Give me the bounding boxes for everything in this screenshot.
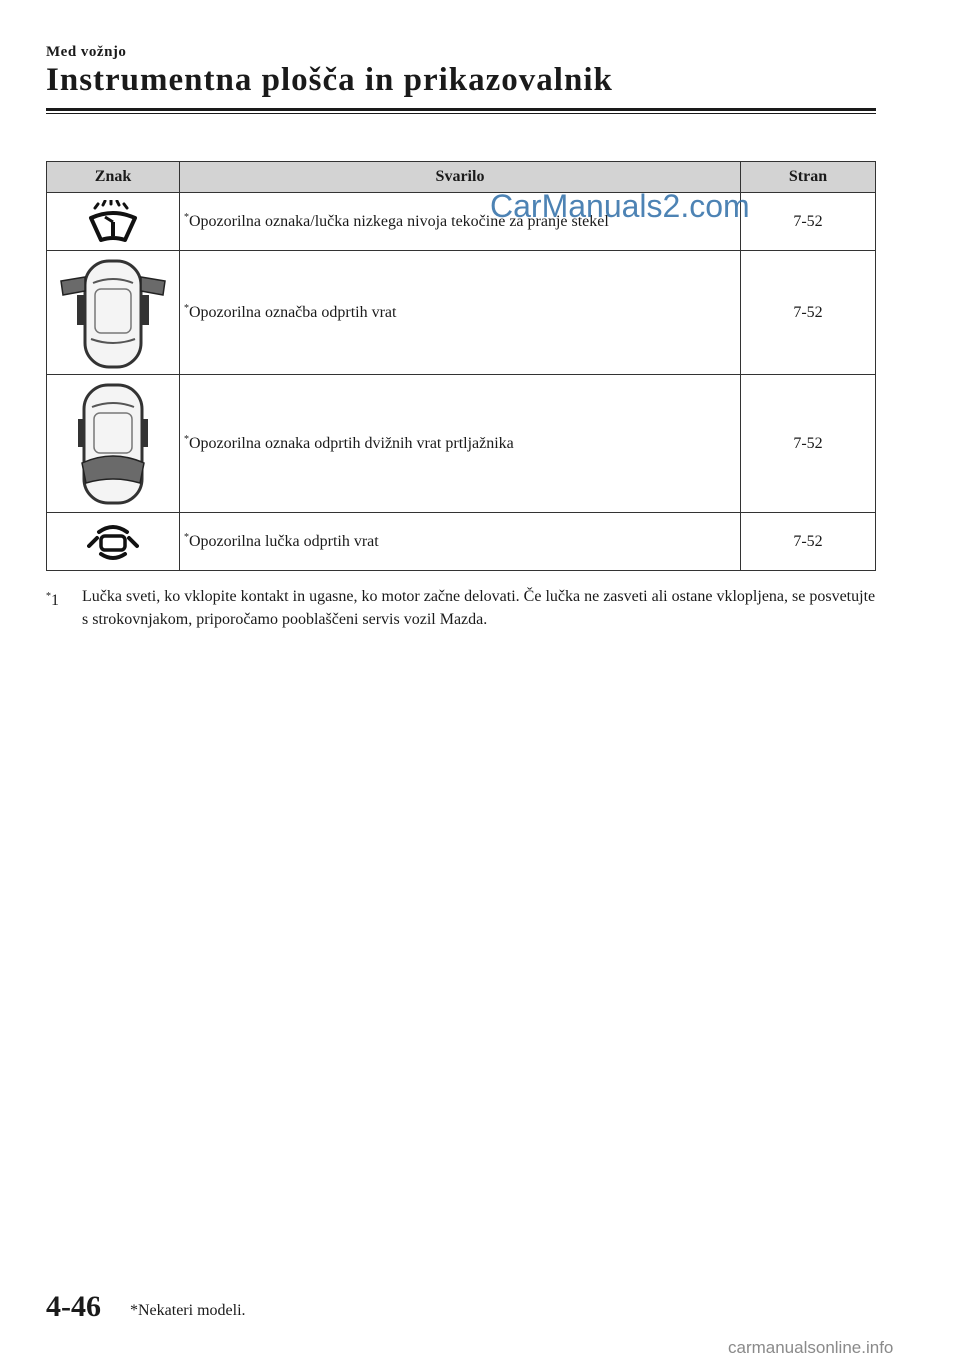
column-header-page: Stran [741, 162, 876, 193]
column-header-warning: Svarilo [180, 162, 741, 193]
page-title: Instrumentna plošča in prikazovalnik [46, 62, 613, 98]
footnote-star: * [184, 303, 189, 314]
table-row [47, 251, 876, 375]
footnote-star: * [184, 212, 189, 223]
page-ref: 7-52 [741, 193, 876, 251]
sign-cell [47, 513, 180, 571]
door-open-car-icon [57, 255, 169, 371]
watermark: CarManuals2.com [490, 188, 750, 224]
title-rule-thin [46, 113, 876, 114]
sign-cell [47, 251, 180, 375]
table-row [47, 513, 876, 571]
footnote-number: 1 [51, 592, 59, 609]
warning-text-cell [180, 375, 741, 513]
warning-text: Opozorilna oznaka/lučka nizkega nivoja tekočine za pranje stekel [189, 213, 609, 230]
page-ref: 7-52 [741, 513, 876, 571]
table-row [47, 375, 876, 513]
warning-signs-table [46, 161, 876, 571]
column-header-sign: Znak [47, 162, 180, 193]
footnote-text: Lučka sveti, ko vklopite kontakt in ugasne, ko motor začne delovati. Če lučka ne zasveti ali ostane vklopljena, se posvetujte s strokovnjakom, priporočamo pooblaščeni servis vozil Mazda. [82, 588, 876, 628]
table-row [47, 193, 876, 251]
warning-text: Opozorilna označba odprtih vrat [189, 304, 397, 321]
page-ref: 7-52 [741, 375, 876, 513]
washer-fluid-low-icon [83, 200, 143, 244]
warning-text-cell [180, 513, 741, 571]
page-ref: 7-52 [741, 251, 876, 375]
warning-text-cell [180, 251, 741, 375]
footnote [46, 585, 876, 631]
warning-text: Opozorilna oznaka odprtih dvižnih vrat prtljažnika [189, 435, 514, 452]
liftgate-open-car-icon [68, 379, 158, 509]
door-open-light-icon [87, 518, 139, 566]
sign-cell [47, 375, 180, 513]
footnote-star: * [184, 532, 189, 543]
warning-text: Opozorilna lučka odprtih vrat [189, 533, 379, 550]
sign-cell [47, 193, 180, 251]
table-header-row [47, 162, 876, 193]
title-rule [46, 108, 876, 111]
site-watermark: carmanualsonline.info [728, 1338, 894, 1357]
footnote-star: * [46, 591, 51, 602]
footnote-star: * [184, 434, 189, 445]
section-label: Med vožnjo [46, 44, 127, 60]
page-number: 4-46 [46, 1290, 101, 1323]
models-note: *Nekateri modeli. [130, 1302, 246, 1319]
footnote-marker [46, 585, 59, 612]
